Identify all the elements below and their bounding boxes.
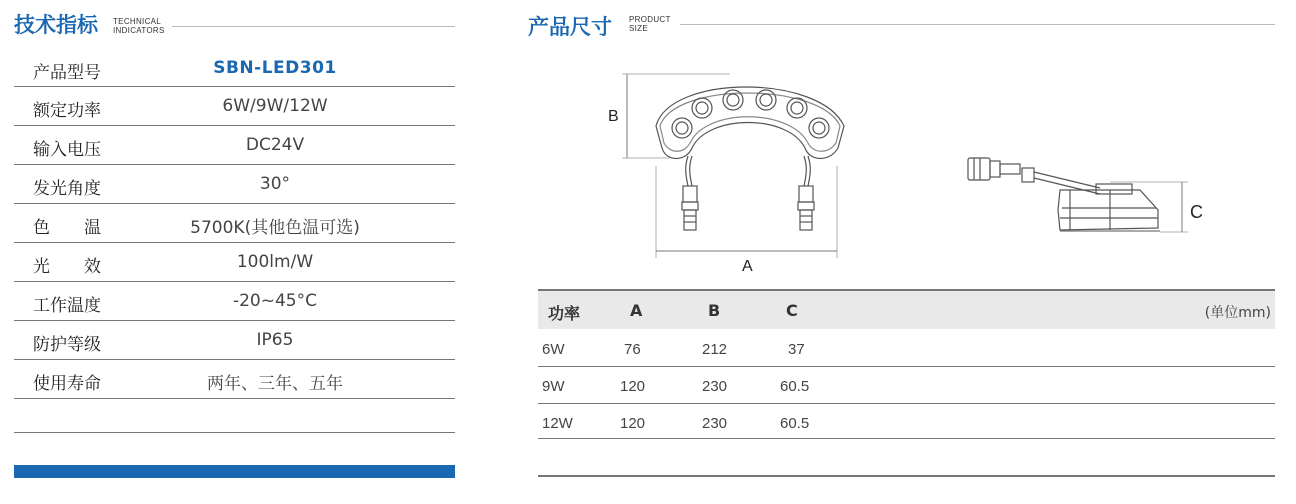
spec-label: 色 温 bbox=[33, 218, 101, 238]
tech-footer-bar bbox=[14, 465, 455, 478]
row-divider bbox=[538, 438, 1275, 439]
dim-header-power: 功率 bbox=[548, 304, 581, 323]
side-view-drawing bbox=[960, 150, 1190, 240]
dim-cell-power: 12W bbox=[542, 415, 573, 432]
tech-title-rule bbox=[172, 26, 455, 27]
dim-header-c: C bbox=[786, 301, 798, 320]
spec-label: 产品型号 bbox=[33, 63, 101, 83]
spec-row bbox=[14, 360, 455, 398]
spec-row bbox=[14, 87, 455, 125]
dim-cell-a: 76 bbox=[624, 341, 641, 358]
spec-label: 使用寿命 bbox=[33, 374, 101, 394]
spec-label: 额定功率 bbox=[33, 101, 101, 121]
spec-label: 工作温度 bbox=[33, 296, 101, 316]
spec-row bbox=[14, 282, 455, 320]
spec-value: DC24V bbox=[245, 135, 305, 155]
dim-cell-power: 9W bbox=[542, 378, 565, 395]
dim-cell-c: 60.5 bbox=[780, 378, 810, 395]
dim-cell-c: 37 bbox=[788, 341, 805, 358]
spec-row bbox=[14, 48, 455, 86]
spec-row bbox=[14, 126, 455, 164]
size-section-subtitle: PRODUCT SIZE bbox=[629, 15, 671, 33]
dim-cell-power: 6W bbox=[542, 341, 565, 358]
spec-row bbox=[14, 204, 455, 242]
size-section-title: 产品尺寸 bbox=[528, 15, 612, 39]
spec-value: IP65 bbox=[256, 330, 294, 350]
dim-cell-b: 230 bbox=[702, 415, 728, 432]
spec-value: -20~45°C bbox=[232, 291, 317, 311]
spec-row bbox=[14, 165, 455, 203]
dim-header-a: A bbox=[630, 301, 643, 320]
spec-row bbox=[14, 321, 455, 359]
dim-cell-a: 120 bbox=[620, 415, 646, 432]
dim-cell-a: 120 bbox=[620, 378, 646, 395]
dim-cell-c: 60.5 bbox=[780, 415, 810, 432]
dim-cell-b: 230 bbox=[702, 378, 728, 395]
spec-label: 发光角度 bbox=[33, 179, 101, 199]
spec-label: 防护等级 bbox=[33, 335, 101, 355]
dim-unit-label: (单位mm) bbox=[1204, 305, 1271, 321]
tech-section-subtitle: TECHNICAL INDICATORS bbox=[113, 17, 165, 35]
spec-value: 5700K(其他色温可选) bbox=[190, 218, 360, 238]
dim-header-b: B bbox=[708, 301, 721, 320]
dim-label-a: A bbox=[742, 258, 753, 275]
row-divider bbox=[14, 432, 455, 433]
tech-section-title: 技术指标 bbox=[14, 13, 98, 37]
spec-row bbox=[14, 243, 455, 281]
spec-value: 两年、三年、五年 bbox=[207, 374, 343, 394]
spec-value: 30° bbox=[259, 174, 291, 194]
spec-label: 光 效 bbox=[33, 257, 101, 277]
dim-table-header bbox=[538, 291, 1275, 329]
spec-label: 输入电压 bbox=[33, 140, 101, 160]
spec-value: 100lm/W bbox=[236, 252, 314, 272]
dim-table-bottom-rule bbox=[538, 475, 1275, 477]
front-view-drawing bbox=[600, 66, 860, 281]
table-row bbox=[538, 330, 1275, 366]
table-row bbox=[538, 404, 1275, 440]
table-row bbox=[538, 367, 1275, 403]
dim-label-b: B bbox=[608, 108, 619, 125]
row-divider bbox=[14, 398, 455, 399]
dim-cell-b: 212 bbox=[702, 341, 728, 358]
dim-label-c: C bbox=[1190, 202, 1203, 222]
spec-value-model: SBN-LED301 bbox=[213, 58, 337, 78]
size-title-rule bbox=[680, 24, 1275, 25]
spec-value: 6W/9W/12W bbox=[222, 96, 328, 116]
